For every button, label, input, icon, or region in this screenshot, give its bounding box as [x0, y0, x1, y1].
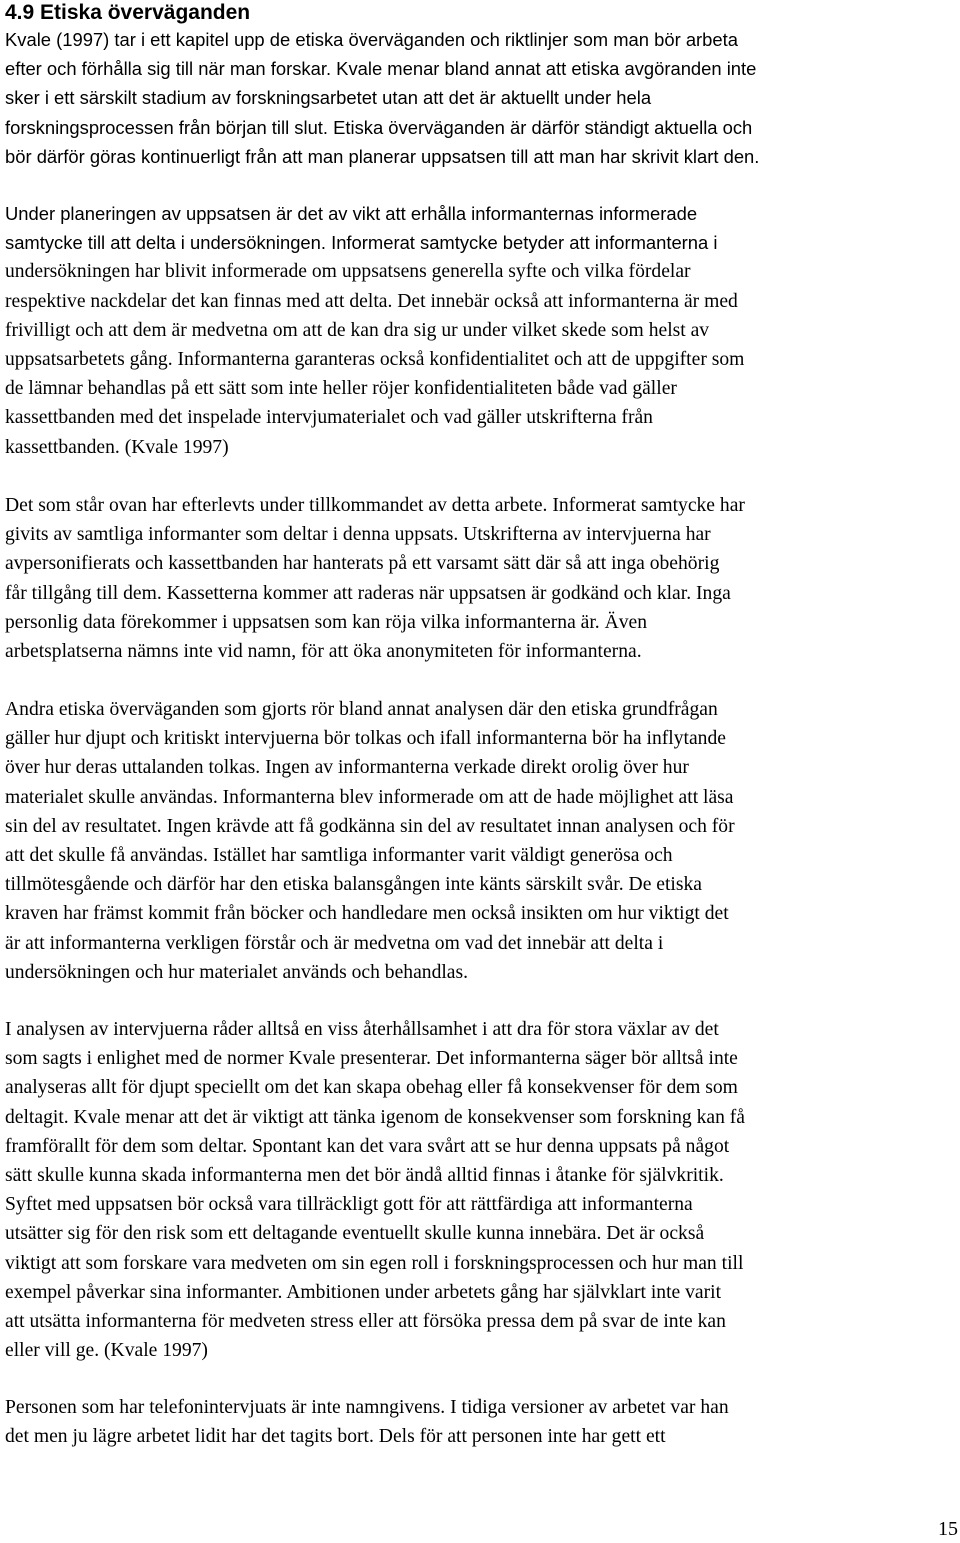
paragraph-line: givits av samtliga informanter som deltar i denna uppsats. Utskrifterna av intervjuerna har	[5, 524, 711, 546]
paragraph-line: de lämnar behandlas på ett sätt som inte heller röjer konfidentialiteten både vad gäller	[5, 378, 677, 400]
paragraph-line: samtycke till att delta i undersökningen. Informerat samtycke betyder att informanterna i	[5, 232, 718, 254]
paragraph-consent	[5, 199, 744, 462]
paragraph-line: arbetsplatserna nämns inte vid namn, för att öka anonymiteten för informanterna.	[5, 641, 642, 663]
paragraph-analysis-ethics	[5, 695, 735, 987]
paragraph-line: Det som står ovan har efterlevts under tillkommandet av detta arbete. Informerat samtycke har	[5, 495, 745, 516]
paragraph-line: Syftet med uppsatsen bör också vara tillräckligt gott för att rättfärdiga att informanterna	[5, 1194, 693, 1216]
page-number: 15	[938, 1518, 958, 1540]
paragraph-line: efter och förhålla sig till när man forskar. Kvale menar bland annat att etiska avgöranden inte	[5, 58, 757, 80]
paragraph-line: frivilligt och att dem är medvetna om att de kan dra sig ur under vilket skede som helst av	[5, 319, 710, 341]
paragraph-line: Under planeringen av uppsatsen är det av vikt att erhålla informanternas informerade	[5, 203, 698, 224]
paragraph-line: Personen som har telefonintervjuats är inte namngivens. I tidiga versioner av arbetet var han	[5, 1397, 729, 1418]
paragraph-line: sätt skulle kunna skada informanterna men det bör ändå alltid finnas i åtanke för självkritik.	[5, 1165, 724, 1187]
paragraph-line: I analysen av intervjuerna råder alltså en viss återhållsamhet i att dra för stora växlar av det	[5, 1019, 719, 1040]
paragraph-line: undersökningen och hur materialet används och behandlas.	[5, 961, 469, 983]
paragraph-line: som sagts i enlighet med de normer Kvale presenterar. Det informanterna säger bör alltså inte	[5, 1048, 738, 1070]
document-page	[5, 0, 960, 1448]
paragraph-line: Andra etiska överväganden som gjorts rör bland annat analysen där den etiska grundfrågan	[5, 699, 718, 720]
section-heading: 4.9 Etiska överväganden	[5, 1, 251, 24]
paragraph-line: det men ju lägre arbetet lidit har det tagits bort. Dels för att personen inte har gett ett	[5, 1426, 666, 1448]
paragraph-line: undersökningen har blivit informerade om uppsatsens generella syfte och vilka fördelar	[5, 261, 691, 283]
paragraph-line: viktigt att som forskare vara medveten om sin egen roll i forskningsprocessen och hur man till	[5, 1252, 744, 1274]
paragraph-line: avpersonifierats och kassettbanden har hanterats på ett varsamt sätt där så att inga obehörig	[5, 553, 720, 575]
paragraph-line: Kvale (1997) tar i ett kapitel upp de etiska överväganden och riktlinjer som man bör arbeta	[5, 29, 738, 50]
paragraph-line: att utsätta informanterna för medveten stress eller att försöka pressa dem på svar de inte kan	[5, 1311, 726, 1333]
paragraph-restraint	[5, 1015, 745, 1365]
paragraph-line: får tillgång till dem. Kassetterna kommer att raderas när uppsatsen är godkänd och klar. Inga	[5, 582, 731, 604]
paragraph-line: personlig data förekommer i uppsatsen som kan röja vilka informanterna är. Även	[5, 611, 648, 633]
paragraph-line: eller vill ge. (Kvale 1997)	[5, 1340, 208, 1362]
paragraph-line: sker i ett särskilt stadium av forskningsarbetet utan att det är aktuellt under hela	[5, 87, 652, 109]
paragraph-line: att det skulle få användas. Istället har samtliga informanter varit väldigt generösa och	[5, 845, 673, 867]
paragraph-line: gäller hur djupt och kritiskt intervjuerna bör tolkas och ifall informanterna bör ha inflytande	[5, 728, 726, 750]
paragraph-line: sin del av resultatet. Ingen krävde att få godkänna sin del av resultatet innan analysen och för	[5, 815, 735, 837]
paragraph-line: framförallt för dem som deltar. Spontant kan det vara svårt att se hur denna uppsats på något	[5, 1135, 730, 1157]
paragraph-line: kassettbanden med det inspelade intervjumaterialet och vad gäller utskrifterna från	[5, 407, 653, 429]
paragraph-line: analyseras allt för djupt speciellt om det kan skapa obehag eller få konsekvenser för dem som	[5, 1077, 738, 1099]
paragraph-line: forskningsprocessen från början till slut. Etiska överväganden är därför ständigt aktuella och	[5, 116, 753, 138]
paragraph-line: materialet skulle användas. Informanterna blev informerade om att de hade möjlighet att läsa	[5, 786, 734, 808]
paragraph-line: över hur deras uttalanden tolkas. Ingen av informanterna verkade direkt orolig över hur	[5, 757, 689, 779]
paragraph-line: är att informanterna verkligen förstår och är medvetna om vad det innebär att delta i	[5, 932, 664, 954]
paragraph-line: uppsatsarbetets gång. Informanterna garanteras också konfidentialitet och att de uppgifter som	[5, 349, 745, 371]
paragraph-line: exempel påverkar sina informanter. Ambitionen under arbetets gång har självklart inte varit	[5, 1281, 722, 1303]
paragraph-line: bör därför göras kontinuerligt från att man planerar uppsatsen till att man har skrivit klart den.	[5, 145, 760, 167]
paragraph-line: utsätter sig för den risk som ett deltagande eventuellt skulle kunna innebära. Det är också	[5, 1223, 705, 1245]
paragraph-intro	[5, 25, 759, 171]
paragraph-compliance	[5, 491, 745, 666]
paragraph-line: respektive nackdelar det kan finnas med att delta. Det innebär också att informanterna är med	[5, 290, 738, 312]
paragraph-line: kraven har främst kommit från böcker och handledare men också insikten om hur viktigt det	[5, 903, 729, 925]
paragraph-line: kassettbanden. (Kvale 1997)	[5, 436, 229, 458]
paragraph-line: tillmötesgående och därför har den etiska balansgången inte känts särskilt svår. De etiska	[5, 874, 702, 896]
paragraph-telephone-interview	[5, 1393, 729, 1451]
paragraph-line: deltagit. Kvale menar att det är viktigt att tänka igenom de konsekvenser som forskning kan få	[5, 1106, 745, 1128]
